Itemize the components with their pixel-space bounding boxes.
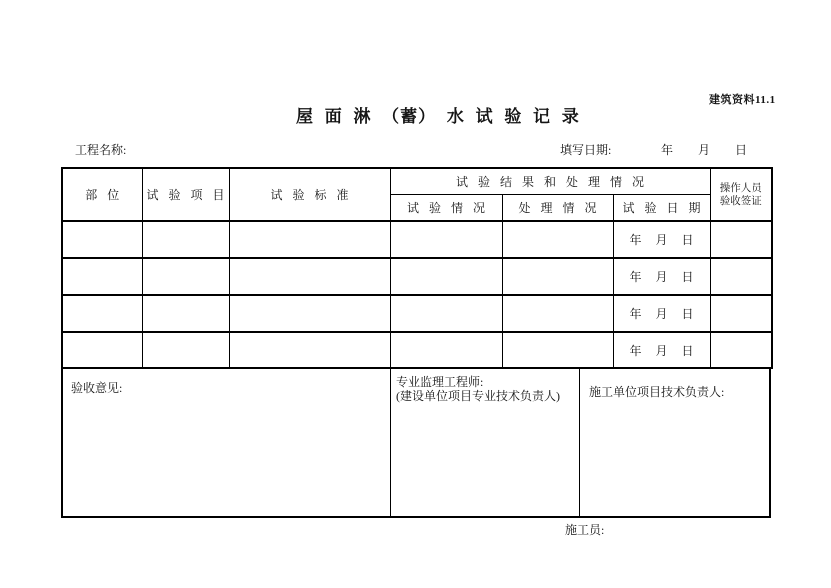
- header-location: 部 位: [62, 168, 142, 221]
- fill-date-value: 年 月 日: [661, 143, 748, 157]
- cell-test-date: 年 月 日: [613, 258, 710, 295]
- cell-handling: [502, 221, 613, 258]
- table-row: [62, 295, 772, 332]
- cell-handling: [502, 258, 613, 295]
- cell-test-standard: [229, 295, 390, 332]
- header-operator-sign: [710, 168, 772, 221]
- cell-location: [62, 295, 142, 332]
- cell-test-item: [142, 295, 229, 332]
- table-row: [62, 221, 772, 258]
- cell-test-standard: [229, 221, 390, 258]
- cell-test-situation: [390, 258, 502, 295]
- form-title: 屋 面 淋 （蓄） 水 试 验 记 录: [296, 107, 580, 126]
- cell-operator-sign: [710, 295, 772, 332]
- table-row: [62, 332, 772, 368]
- project-name-label: 工程名称:: [75, 143, 127, 157]
- cell-operator-sign: [710, 221, 772, 258]
- table-row: [62, 258, 772, 295]
- cell-test-item: [142, 258, 229, 295]
- header-test-item: 试 验 项 目: [142, 168, 229, 221]
- cell-test-item: [142, 332, 229, 368]
- builder-label: 施工员:: [565, 523, 605, 537]
- cell-test-situation: [390, 332, 502, 368]
- acceptance-opinion-label: 验收意见:: [71, 381, 123, 395]
- cell-location: [62, 258, 142, 295]
- supervisor-sublabel: (建设单位项目专业技术负责人): [396, 389, 560, 403]
- header-handling: 处 理 情 况: [502, 194, 613, 221]
- header-test-standard: 试 验 标 准: [229, 168, 390, 221]
- cell-test-standard: [229, 332, 390, 368]
- header-operator-line1: 操作人员: [719, 182, 762, 194]
- fill-date-label: 填写日期:: [560, 143, 612, 157]
- header-operator-line2: 验收签证: [719, 195, 762, 207]
- cell-location: [62, 332, 142, 368]
- cell-test-date: 年 月 日: [613, 295, 710, 332]
- doc-reference: 建筑资料11.1: [709, 94, 776, 106]
- cell-test-date: 年 月 日: [613, 332, 710, 368]
- cell-test-item: [142, 221, 229, 258]
- header-test-date: 试 验 日 期: [613, 194, 710, 221]
- contractor-label: 施工单位项目技术负责人:: [589, 385, 725, 399]
- test-record-table: [61, 167, 771, 518]
- signoff-section: [61, 369, 771, 518]
- supervisor-cell: [390, 369, 579, 516]
- acceptance-opinion-cell: [63, 369, 390, 516]
- cell-operator-sign: [710, 258, 772, 295]
- cell-operator-sign: [710, 332, 772, 368]
- cell-handling: [502, 295, 613, 332]
- cell-handling: [502, 332, 613, 368]
- supervisor-label: 专业监理工程师:: [396, 375, 484, 389]
- cell-location: [62, 221, 142, 258]
- cell-test-standard: [229, 258, 390, 295]
- cell-test-situation: [390, 295, 502, 332]
- cell-test-situation: [390, 221, 502, 258]
- header-result-group: 试 验 结 果 和 处 理 情 况: [390, 168, 710, 194]
- header-test-situation: 试 验 情 况: [390, 194, 502, 221]
- contractor-cell: [579, 369, 769, 516]
- cell-test-date: 年 月 日: [613, 221, 710, 258]
